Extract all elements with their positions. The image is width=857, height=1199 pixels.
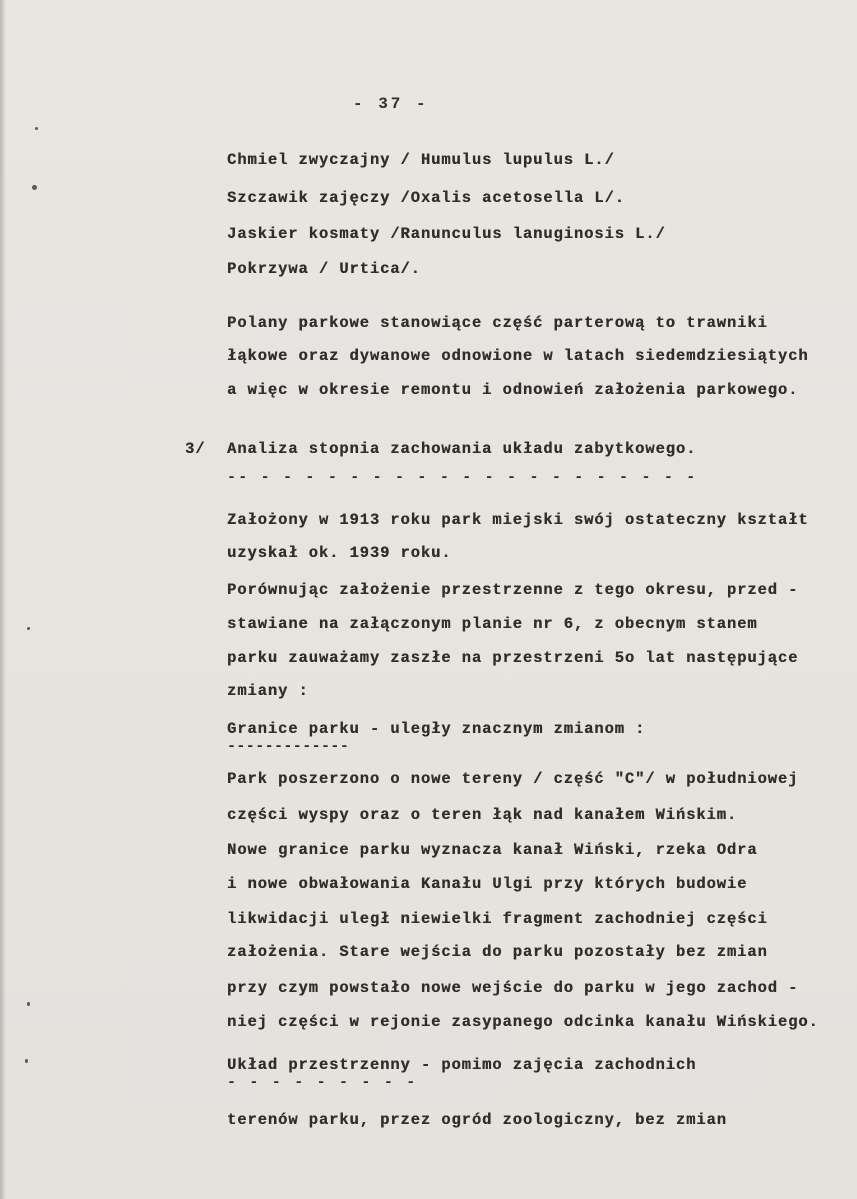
page-number: - 37 -: [353, 95, 429, 113]
section-number: 3/: [185, 440, 206, 458]
paragraph-line: Nowe granice parku wyznacza kanał Wiński, rzeka Odra: [227, 841, 758, 859]
section-heading-underline: -- - - - - - - - - - - - - - - - - - - - -: [227, 469, 698, 486]
paragraph-line: Polany parkowe stanowiące część parterową to trawniki: [227, 314, 768, 332]
paragraph-line: niej części w rejonie zasypanego odcinka kanału Wińskiego.: [227, 1013, 819, 1031]
margin-speck: [32, 185, 37, 190]
paragraph-line: stawiane na załączonym planie nr 6, z obecnym stanem: [227, 615, 758, 633]
paragraph-line: uzyskał ok. 1939 roku.: [227, 544, 452, 562]
paragraph-line: terenów parku, przez ogród zoologiczny, bez zmian: [227, 1111, 727, 1129]
paragraph-line: części wyspy oraz o teren łąk nad kanałem Wińskim.: [227, 806, 738, 824]
paragraph-line: i nowe obwałowania Kanału Ulgi przy których budowie: [227, 875, 748, 893]
margin-speck: [25, 1059, 28, 1063]
paragraph-line: łąkowe oraz dywanowe odnowione w latach siedemdziesiątych: [227, 347, 809, 365]
subheading-granice: Granice parku - uległy znacznym zmianom :: [227, 720, 646, 738]
margin-speck: [27, 627, 30, 630]
paragraph-line: założenia. Stare wejścia do parku pozostały bez zmian: [227, 943, 768, 961]
species-line: Chmiel zwyczajny / Humulus lupulus L./: [227, 151, 615, 169]
paragraph-line: a więc w okresie remontu i odnowień założenia parkowego.: [227, 381, 799, 399]
paragraph-line: zmiany :: [227, 682, 309, 700]
paragraph-line: Porównując założenie przestrzenne z tego okresu, przed -: [227, 581, 799, 599]
paragraph-line: parku zauważamy zaszłe na przestrzeni 5o lat następujące: [227, 649, 799, 667]
margin-speck: [27, 1002, 30, 1006]
paragraph-line: Założony w 1913 roku park miejski swój ostateczny kształt: [227, 511, 809, 529]
scan-edge-shadow: [0, 0, 6, 1199]
species-line: Pokrzywa / Urtica/.: [227, 260, 421, 278]
paragraph-line: Park poszerzono o nowe tereny / część "C"/ w południowej: [227, 770, 799, 788]
species-line: Jaskier kosmaty /Ranunculus lanuginosis L./: [227, 225, 666, 243]
paragraph-line: likwidacji uległ niewielki fragment zachodniej części: [227, 910, 768, 928]
paragraph-line: przy czym powstało nowe wejście do parku w jego zachod -: [227, 979, 799, 997]
subheading-granice-underline: -------------: [227, 738, 350, 755]
subheading-uklad: Układ przestrzenny - pomimo zajęcia zachodnich: [227, 1056, 697, 1074]
species-line: Szczawik zajęczy /Oxalis acetosella L/.: [227, 189, 625, 207]
subheading-uklad-underline: - - - - - - - - -: [227, 1074, 418, 1091]
margin-speck: [35, 127, 38, 130]
section-heading: Analiza stopnia zachowania układu zabytkowego.: [227, 440, 697, 458]
